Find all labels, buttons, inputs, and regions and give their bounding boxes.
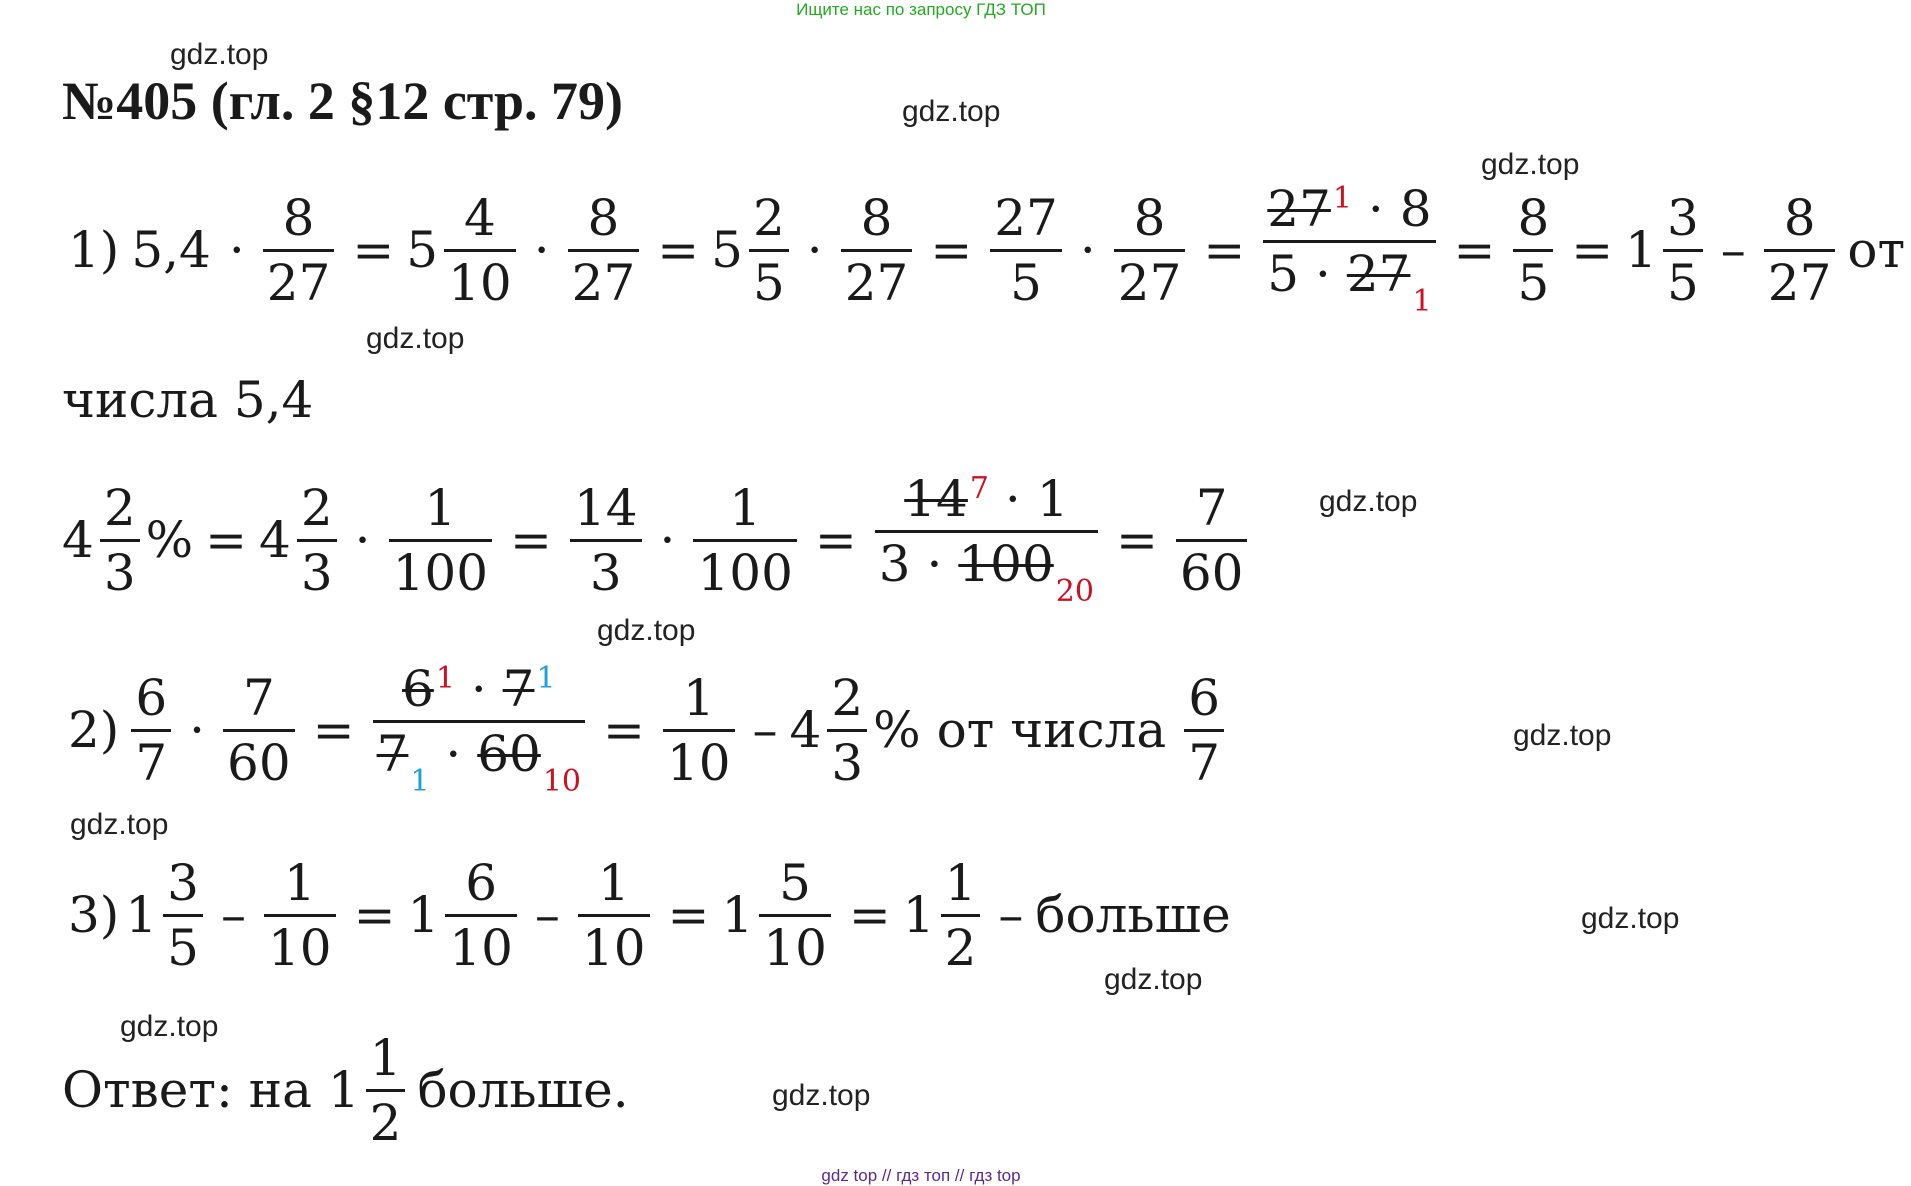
dash: – bbox=[220, 886, 246, 944]
denominator: 5 bbox=[749, 249, 789, 308]
fraction bbox=[444, 188, 516, 312]
operator: · bbox=[1079, 221, 1096, 279]
watermark: gdz.top bbox=[70, 808, 169, 841]
numerator: 2 bbox=[752, 188, 785, 247]
numerator: 1 bbox=[283, 853, 316, 912]
denominator: 5 bbox=[1663, 249, 1703, 308]
dash: – bbox=[998, 886, 1024, 944]
operator: · bbox=[533, 221, 550, 279]
operator: = bbox=[205, 511, 248, 569]
operator: · bbox=[189, 701, 206, 759]
numerator: 8 bbox=[1783, 188, 1816, 247]
fraction bbox=[570, 478, 642, 602]
operator: = bbox=[603, 701, 645, 759]
fraction bbox=[759, 853, 831, 977]
number: 3 bbox=[878, 534, 911, 593]
number: 8 bbox=[1399, 179, 1432, 238]
step-1 bbox=[62, 175, 1911, 325]
reduced-value: 1 bbox=[435, 660, 455, 696]
denominator: 27 bbox=[263, 249, 335, 308]
percent-conversion bbox=[62, 465, 1253, 615]
numerator: 1 bbox=[729, 478, 762, 537]
fraction bbox=[445, 853, 517, 977]
watermark: gdz.top bbox=[1481, 148, 1580, 181]
denominator: 10 bbox=[264, 914, 336, 973]
footer-links: gdz top // гдз топ // гдз top bbox=[821, 1166, 1021, 1185]
cancel-fraction bbox=[1263, 179, 1435, 319]
watermark: gdz.top bbox=[1581, 902, 1680, 935]
cancelled-number: 7 bbox=[376, 724, 409, 783]
operator: = bbox=[352, 221, 395, 279]
whole-part: 1 bbox=[407, 886, 440, 944]
operator: · bbox=[354, 511, 371, 569]
denominator: 10 bbox=[578, 914, 650, 973]
step-1-continuation bbox=[62, 365, 313, 435]
denominator: 3 bbox=[100, 539, 140, 598]
reduced-value: 10 bbox=[542, 763, 582, 799]
denominator: 7 bbox=[131, 729, 171, 788]
denominator bbox=[875, 530, 1098, 607]
denominator: 27 bbox=[568, 249, 640, 308]
numerator: 8 bbox=[1133, 188, 1166, 247]
search-hint: Ищите нас по запросу ГДЗ ТОП bbox=[796, 0, 1046, 19]
operator: = bbox=[510, 511, 552, 569]
reduced-value: 1 bbox=[1332, 180, 1353, 216]
denominator: 27 bbox=[1764, 249, 1836, 308]
answer bbox=[62, 1015, 635, 1165]
denominator: 3 bbox=[570, 539, 642, 598]
word: от bbox=[1847, 221, 1906, 279]
cancelled-number: 100 bbox=[958, 534, 1054, 593]
operator: · bbox=[926, 534, 943, 593]
operator: · bbox=[228, 221, 245, 279]
operator: = bbox=[667, 886, 710, 944]
denominator: 5 bbox=[1513, 249, 1553, 308]
denominator: 27 bbox=[1114, 249, 1186, 308]
percent-sign: % bbox=[145, 511, 194, 569]
operator: = bbox=[1453, 221, 1496, 279]
fraction bbox=[941, 853, 981, 977]
cancelled-number: 27 bbox=[1346, 244, 1411, 303]
whole-part: 4 bbox=[789, 701, 822, 759]
fraction bbox=[263, 188, 335, 312]
operator: = bbox=[848, 886, 891, 944]
whole-part: 4 bbox=[259, 511, 291, 569]
denominator: 100 bbox=[693, 539, 796, 598]
fraction bbox=[693, 478, 796, 602]
watermark: gdz.top bbox=[170, 38, 269, 71]
number: 5 bbox=[1267, 244, 1300, 303]
fraction bbox=[264, 853, 336, 977]
numerator: 14 bbox=[573, 478, 638, 537]
fraction bbox=[366, 1028, 406, 1152]
dash: – bbox=[534, 886, 560, 944]
reduced-value: 1 bbox=[536, 660, 556, 696]
numerator: 6 bbox=[465, 853, 498, 912]
fraction bbox=[568, 188, 640, 312]
denominator: 100 bbox=[389, 539, 492, 598]
fraction bbox=[1663, 188, 1703, 312]
fraction bbox=[100, 478, 140, 602]
answer-label: Ответ: на 1 bbox=[62, 1061, 360, 1119]
reduced-value: 7 bbox=[969, 470, 989, 506]
whole-part: 1 bbox=[1625, 221, 1657, 279]
operator: · bbox=[806, 221, 823, 279]
watermark: gdz.top bbox=[1104, 963, 1203, 996]
operator: = bbox=[930, 221, 973, 279]
numerator: 3 bbox=[167, 853, 199, 912]
fraction bbox=[389, 478, 492, 602]
cancel-fraction bbox=[875, 469, 1098, 609]
numerator: 2 bbox=[300, 478, 333, 537]
fraction bbox=[1176, 478, 1248, 602]
text: больше bbox=[1035, 886, 1231, 944]
watermark: gdz.top bbox=[597, 614, 696, 647]
watermark: gdz.top bbox=[1513, 719, 1612, 752]
fraction bbox=[841, 188, 913, 312]
step-label: 1) bbox=[68, 221, 120, 279]
numerator bbox=[1263, 179, 1435, 240]
numerator: 1 bbox=[682, 668, 715, 727]
denominator: 10 bbox=[759, 914, 831, 973]
denominator bbox=[1263, 240, 1435, 317]
watermark: gdz.top bbox=[1319, 485, 1418, 518]
reduced-value: 1 bbox=[410, 763, 430, 799]
reduced-value: 1 bbox=[1412, 283, 1432, 319]
number: 1 bbox=[1036, 469, 1069, 528]
numerator: 7 bbox=[1195, 478, 1228, 537]
denominator: 3 bbox=[297, 539, 337, 598]
text: больше. bbox=[417, 1061, 629, 1119]
text: числа 5,4 bbox=[62, 371, 314, 429]
whole-part: 4 bbox=[62, 511, 94, 569]
denominator: 5 bbox=[163, 914, 203, 973]
step-label: 2) bbox=[68, 701, 120, 759]
numerator: 6 bbox=[135, 668, 168, 727]
numerator: 8 bbox=[282, 188, 315, 247]
numerator: 1 bbox=[944, 853, 977, 912]
watermark: gdz.top bbox=[772, 1079, 871, 1112]
step-label: 3) bbox=[68, 886, 120, 944]
operator: · bbox=[659, 511, 676, 569]
operator: = bbox=[1203, 221, 1246, 279]
reduced-value: 20 bbox=[1055, 573, 1094, 609]
whole-part: 5 bbox=[711, 221, 743, 279]
fraction bbox=[297, 478, 337, 602]
denominator: 10 bbox=[445, 914, 517, 973]
whole-part: 5 bbox=[406, 221, 439, 279]
operator: = bbox=[814, 511, 857, 569]
denominator: 3 bbox=[827, 729, 867, 788]
operator: · bbox=[1004, 469, 1021, 528]
numerator: 7 bbox=[242, 668, 275, 727]
fraction bbox=[1764, 188, 1836, 312]
fraction bbox=[990, 188, 1062, 312]
numerator: 8 bbox=[860, 188, 893, 247]
fraction bbox=[163, 853, 203, 977]
operator: = bbox=[1571, 221, 1614, 279]
numerator: 4 bbox=[464, 188, 496, 247]
fraction bbox=[1513, 188, 1553, 312]
operator: = bbox=[312, 701, 355, 759]
watermark: gdz.top bbox=[120, 1010, 219, 1043]
fraction bbox=[223, 668, 295, 792]
numerator: 8 bbox=[1517, 188, 1550, 247]
denominator: 2 bbox=[941, 914, 981, 973]
dash: – bbox=[752, 701, 778, 759]
denominator: 7 bbox=[1184, 729, 1224, 788]
fraction bbox=[827, 668, 867, 792]
cancelled-number: 14 bbox=[904, 469, 968, 528]
fraction bbox=[578, 853, 650, 977]
watermark: gdz.top bbox=[902, 95, 1001, 128]
watermark: gdz.top bbox=[366, 322, 465, 355]
numerator bbox=[398, 659, 560, 720]
denominator: 5 bbox=[990, 249, 1062, 308]
denominator: 60 bbox=[223, 729, 295, 788]
numerator: 8 bbox=[587, 188, 620, 247]
text: % от числа bbox=[873, 701, 1167, 759]
number: 5,4 bbox=[131, 221, 211, 279]
denominator: 10 bbox=[444, 249, 516, 308]
operator: · bbox=[445, 724, 462, 783]
denominator: 60 bbox=[1176, 539, 1248, 598]
numerator: 1 bbox=[597, 853, 630, 912]
cancelled-number: 27 bbox=[1267, 179, 1331, 238]
denominator: 10 bbox=[663, 729, 735, 788]
fraction bbox=[131, 668, 171, 792]
cancelled-number: 6 bbox=[402, 659, 434, 718]
problem-title: №405 (гл. 2 §12 стр. 79) bbox=[62, 71, 623, 131]
step-2 bbox=[62, 655, 1230, 805]
operator: · bbox=[1315, 244, 1331, 303]
denominator: 2 bbox=[366, 1089, 406, 1148]
fraction bbox=[1184, 668, 1224, 792]
cancel-fraction bbox=[373, 659, 585, 799]
numerator: 3 bbox=[1666, 188, 1699, 247]
operator: · bbox=[470, 659, 487, 718]
cancelled-number: 60 bbox=[477, 724, 541, 783]
numerator: 2 bbox=[831, 668, 864, 727]
numerator bbox=[900, 469, 1072, 530]
denominator: 27 bbox=[841, 249, 913, 308]
numerator: 1 bbox=[424, 478, 457, 537]
numerator: 6 bbox=[1188, 668, 1221, 727]
step-3 bbox=[62, 840, 1231, 990]
numerator: 2 bbox=[103, 478, 136, 537]
denominator bbox=[373, 720, 585, 797]
operator: = bbox=[353, 886, 396, 944]
operator: = bbox=[1115, 511, 1158, 569]
fraction bbox=[749, 188, 789, 312]
operator: = bbox=[657, 221, 700, 279]
cancelled-number: 7 bbox=[502, 659, 535, 718]
numerator: 1 bbox=[369, 1028, 402, 1087]
dash: – bbox=[1720, 221, 1746, 279]
fraction bbox=[1114, 188, 1186, 312]
whole-part: 1 bbox=[721, 886, 754, 944]
operator: · bbox=[1367, 179, 1384, 238]
whole-part: 1 bbox=[125, 886, 158, 944]
fraction bbox=[663, 668, 735, 792]
numerator: 5 bbox=[779, 853, 811, 912]
numerator: 27 bbox=[994, 188, 1058, 247]
whole-part: 1 bbox=[902, 886, 935, 944]
